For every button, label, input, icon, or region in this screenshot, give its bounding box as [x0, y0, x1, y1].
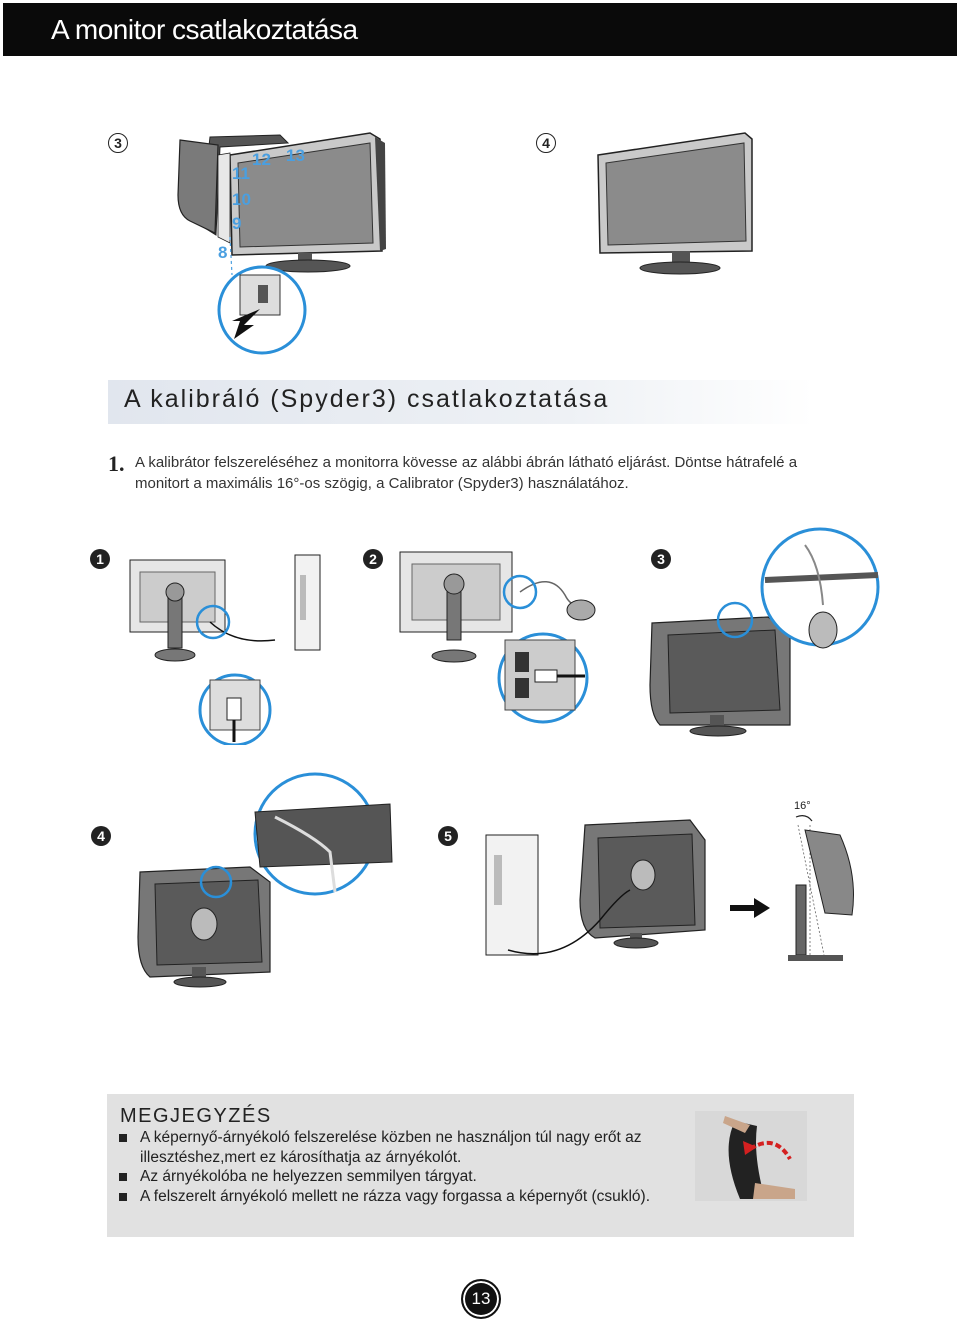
section-title: A kalibráló (Spyder3) csatlakoztatása [124, 385, 610, 413]
step1-text: A kalibrátor felszereléséhez a monitorra kövesse az alábbi ábrán látható eljárást. Döntse hátrafelé a monitort a maximális 16°-os szögig, a Calibrator (Spyder3) használatához. [135, 454, 798, 492]
figure-2-calibrator-cable [395, 550, 615, 725]
hood-number-11: 11 [232, 164, 250, 183]
figure-step-4-number: 4 [91, 826, 111, 846]
bullet-square-icon [119, 1193, 127, 1201]
figure-step-2-number: 2 [363, 549, 383, 569]
hood-number-13: 13 [286, 146, 305, 165]
figure-step-1-number: 1 [90, 549, 110, 569]
note-title: MEGJEGYZÉS [120, 1105, 272, 1127]
figure-5-connected-setup [480, 790, 720, 970]
arrow-right-icon [730, 898, 770, 918]
page-number: 13 [461, 1279, 501, 1319]
hood-number-10: 10 [232, 190, 251, 209]
note-list [119, 1128, 679, 1206]
hood-assembly-illustration [170, 125, 400, 355]
hood-number-9: 9 [232, 214, 242, 233]
figure-step-5-number: 5 [438, 826, 458, 846]
tilt-angle-illustration [780, 795, 870, 970]
figure-1-usb-connection [125, 550, 345, 745]
tilt-angle-label: 16° [794, 800, 811, 812]
note-item: A képernyő-árnyékoló felszerelése közben ne használjon túl nagy erőt az illesztéshez,mert ez károsíthatja az árnyékolót. [119, 1128, 679, 1167]
hood-handling-photo [695, 1111, 807, 1201]
hood-number-12: 12 [252, 150, 271, 169]
top-step-4-number: 4 [536, 133, 556, 153]
figure-4-cable-routing [130, 772, 400, 997]
page-header [3, 3, 957, 56]
figure-step-3-number: 3 [651, 549, 671, 569]
assembled-monitor-illustration [590, 125, 760, 280]
top-step-3-number: 3 [108, 133, 128, 153]
note-item: A felszerelt árnyékoló mellett ne rázza vagy forgassa a képernyőt (csukló). [119, 1187, 679, 1207]
note-item: Az árnyékolóba ne helyezzen semmilyen tárgyat. [119, 1167, 679, 1187]
page-title: A monitor csatlakoztatása [51, 14, 358, 45]
bullet-square-icon [119, 1134, 127, 1142]
figure-3-calibrator-hang [640, 525, 890, 745]
step1-number: 1. [108, 451, 125, 476]
hood-number-8: 8 [218, 243, 228, 262]
bullet-square-icon [119, 1173, 127, 1181]
